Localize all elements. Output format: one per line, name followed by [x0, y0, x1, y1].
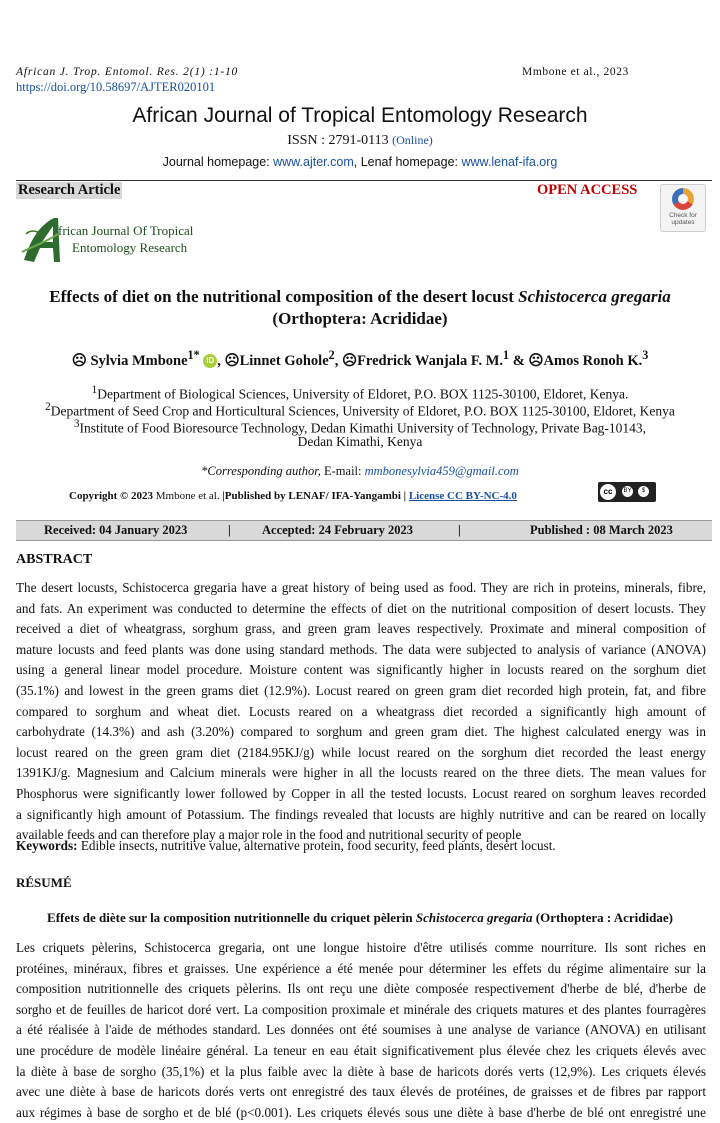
resume-line: aux régimes à base de sorgho et de blé (p<0.001). Les criquets élevés sous une diète à base d'herbe de blé ont enregistré une [16, 1104, 706, 1120]
resume-title-text-2: (Orthoptera : Acrididae) [532, 910, 673, 925]
copyright-holder: Mmbone et al. [153, 490, 223, 502]
logo-text-line-1: frican Journal Of Tropical [58, 223, 194, 238]
abstract-line: received a diet of wheatgrass, sorghum grass, and green gram leaves respectively. Proximate and mineral composition of [16, 621, 706, 637]
resume-title [0, 910, 720, 926]
resume-line: avec une diète à base de haricots dorés verts ont enregistré des taux élevés de protéines, de graisses et de fibres par rapport [16, 1084, 706, 1100]
received-date: Received: 04 January 2023 [44, 523, 188, 537]
resume-line: la diète à base de sorgho (35,1%) et la plus faible avec la diète à base de haricots dorés verts (12,9%). Les criquets élevés [16, 1063, 706, 1079]
resume-line: Les criquets pèlerins, Schistocerca gregaria, ont une longue histoire d'être utilisés comme nourriture. Ils sont riches en [16, 940, 706, 955]
author-name: Linnet Gohole [239, 352, 329, 369]
abstract-line: compared to sorghum and wheat diet. Locusts reared on a wheatgrass diet recorded a significantly high amount of [16, 703, 706, 719]
title-text-2: (Orthoptera: Acrididae) [272, 309, 448, 328]
resume-heading: RÉSUMÉ [16, 875, 72, 890]
abstract-body [16, 578, 706, 846]
author-sup: 1 [503, 348, 510, 362]
abstract-heading: ABSTRACT [16, 552, 93, 567]
by-icon: BY [622, 486, 633, 497]
check-for-updates-badge[interactable] [660, 184, 706, 232]
running-citation: African J. Trop. Entomol. Res. 2(1) :1-10 [16, 66, 239, 78]
check-updates-text: Check for updates [669, 212, 697, 226]
resume-line: composition nutritionnelle des criquets pèlerins. Ils ont reçu une diète composée respectivement d'herbe de blé, d'herbe de [16, 981, 706, 997]
author-icon: ☹ [341, 352, 358, 369]
abstract-line: locust reared on the green gram diet (2184.95KJ/g) while locust reared on the sorghum diet recorded the least energy [16, 744, 706, 760]
affiliation-3-cont [0, 433, 720, 450]
abstract-line: (35.1%) and lowest in the green grams diet (12.9%). Locust reared on green gram diet recorded high protein, fat, and fibre [16, 682, 706, 698]
corresponding-label: *Corresponding author, [201, 464, 321, 478]
keywords-text: Edible insects, nutritive value, alternative protein, food security, feed plants, desert locust. [77, 838, 556, 853]
resume-title-species: Schistocerca gregaria [415, 910, 533, 925]
author-icon: ☹ [224, 352, 240, 369]
affiliation-text: Department of Seed Crop and Horticultural Sciences, University of Eldoret, P.O. BOX 1125-30100, Eldoret, Kenya [50, 403, 675, 419]
affiliation-text: Institute of Food Bioresource Technology, Dedan Kimathi University of Technology, Private Bag-10143, [79, 420, 647, 436]
title-text-1: Effects of diet on the nutritional composition of the desert locust [49, 287, 519, 306]
author-icon: ☹ [71, 352, 87, 369]
abstract-line: 1391KJ/g. Magnesium and Calcium minerals were higher in all the locusts reared on the three diets. The mean values for [16, 765, 706, 781]
author-icon: ☹ [528, 352, 544, 369]
check-updates-icon [672, 188, 694, 210]
author-sup: 1* [187, 348, 200, 362]
date-separator: | [458, 523, 461, 537]
resume-line: protéines, minéraux, fibres et graisses. Une expérience a été menée pour déterminer les effets du régime alimentaire sur la [16, 960, 706, 976]
date-separator: | [228, 523, 231, 537]
cc-license-badge[interactable] [598, 482, 656, 502]
article-type-label: Research Article [18, 182, 121, 198]
doi-link[interactable]: https://doi.org/10.58697/AJTER020101 [16, 80, 216, 94]
resume-body [16, 938, 706, 1123]
article-title [40, 286, 680, 330]
masthead-rule [16, 180, 712, 181]
issn-line [0, 133, 720, 149]
cc-icon: cc [600, 484, 616, 500]
affiliation-sup: 1 [91, 384, 98, 396]
affiliation-sup: 3 [73, 418, 80, 430]
lenaf-homepage-link[interactable]: www.lenaf-ifa.org [461, 155, 558, 169]
author-sup: 3 [642, 348, 649, 362]
affiliation-text: Dedan Kimathi, Kenya [297, 434, 423, 449]
abstract-line: a significantly high amount of Potassium. The findings revealed that locusts are highly nutritive and can be reared on locally [16, 806, 706, 822]
homepage-label: Journal homepage: [162, 155, 270, 169]
dates-bar [16, 520, 712, 541]
title-species: Schistocerca gregaria [518, 287, 671, 306]
corresponding-author [0, 464, 720, 479]
logo-text-line-2: Entomology Research [72, 240, 188, 255]
running-authors: Mmbone et al., 2023 [522, 66, 629, 78]
issn-online: (Online) [392, 133, 433, 147]
abstract-line: Phosphorus were significantly lower followed by Copper in all the tested locusts. Locust reared on sorghum leaves recorded [16, 785, 706, 801]
copyright-label: Copyright © 2023 [69, 490, 153, 502]
open-access-label: OPEN ACCESS [537, 182, 638, 198]
author-name: Sylvia Mmbone [90, 352, 188, 369]
accepted-date: Accepted: 24 February 2023 [262, 523, 414, 537]
abstract-line: mature locusts and feed plants was done using standard methods. The data were subjected to analysis of variance (ANOVA) [16, 641, 706, 657]
nc-icon: $ [638, 486, 649, 497]
affiliation-text: Department of Biological Sciences, University of Eldoret, P.O. BOX 1125-30100, Eldoret, Kenya. [97, 386, 629, 402]
journal-logo-text [58, 222, 193, 256]
abstract-line: and fats. An experiment was conducted to determine the effects of diet on the nutritional composition of desert locusts. They [16, 600, 706, 616]
keywords-line [16, 838, 556, 854]
license-link[interactable]: License CC BY-NC-4.0 [408, 490, 517, 502]
homepage-line [0, 155, 720, 169]
published-date: Published : 08 March 2023 [530, 523, 673, 537]
keywords-label: Keywords: [16, 838, 78, 853]
resume-line: une procédure de modèle linéaire général. La teneur en eau était significativement plus élevée chez les criquets élevés avec [16, 1042, 706, 1058]
affiliation-sup: 2 [45, 401, 51, 413]
author-name: Fredrick Wanjala F. M. [357, 352, 504, 369]
email-link[interactable]: mmbonesylvia459@gmail.com [364, 464, 519, 478]
abstract-line: using a general linear model procedure. Moisture content was significantly higher in locusts reared on the sorghum diet [16, 662, 706, 678]
lenaf-label: , Lenaf homepage: [353, 155, 458, 169]
abstract-line: carbohydrate (14.3%) and ash (3.20%) compared to sorghum and green gram diet. The highest calculated energy was in [16, 724, 706, 740]
email-label: E-mail: [320, 464, 365, 478]
copyright-line [69, 490, 517, 502]
resume-title-text-1: Effets de diète sur la composition nutritionnelle du criquet pèlerin [47, 910, 416, 925]
journal-title: African Journal of Tropical Entomology Research [132, 104, 588, 127]
author-name: Amos Ronoh K. [543, 352, 643, 369]
publisher-label: |Published by LENAF/ IFA-Yangambi | [222, 490, 407, 502]
resume-line: a été réalisée à l'aide de méthodes standard. Les données ont été soumises à une analyse de variance (ANOVA) en utilisant [16, 1022, 706, 1038]
orcid-icon[interactable]: iD [203, 354, 217, 368]
resume-line: sorgho et de feuilles de haricot doré vert. La composition proximale et minérale des criquets matures et des plantes fourragères [16, 1001, 706, 1017]
abstract-line: available feeds and can therefore play a major role in the food and nutritional security of people [16, 827, 522, 843]
author-sup: 2 [328, 348, 335, 362]
journal-homepage-link[interactable]: www.ajter.com [273, 155, 354, 169]
issn-number: ISSN : 2791-0113 [287, 133, 389, 148]
abstract-line: The desert locusts, Schistocerca gregaria have a great history of being used as food. They are rich in proteins, minerals, fibre, [16, 580, 706, 595]
author-list: ☹ Sylvia Mmbone$^{1*}$ iD , ☹Linnet Gohole$^2$, ☹Fredrick Wanjala F. M.$^1$ & ☹Amos Ronoh K.$^3$ [71, 348, 649, 369]
